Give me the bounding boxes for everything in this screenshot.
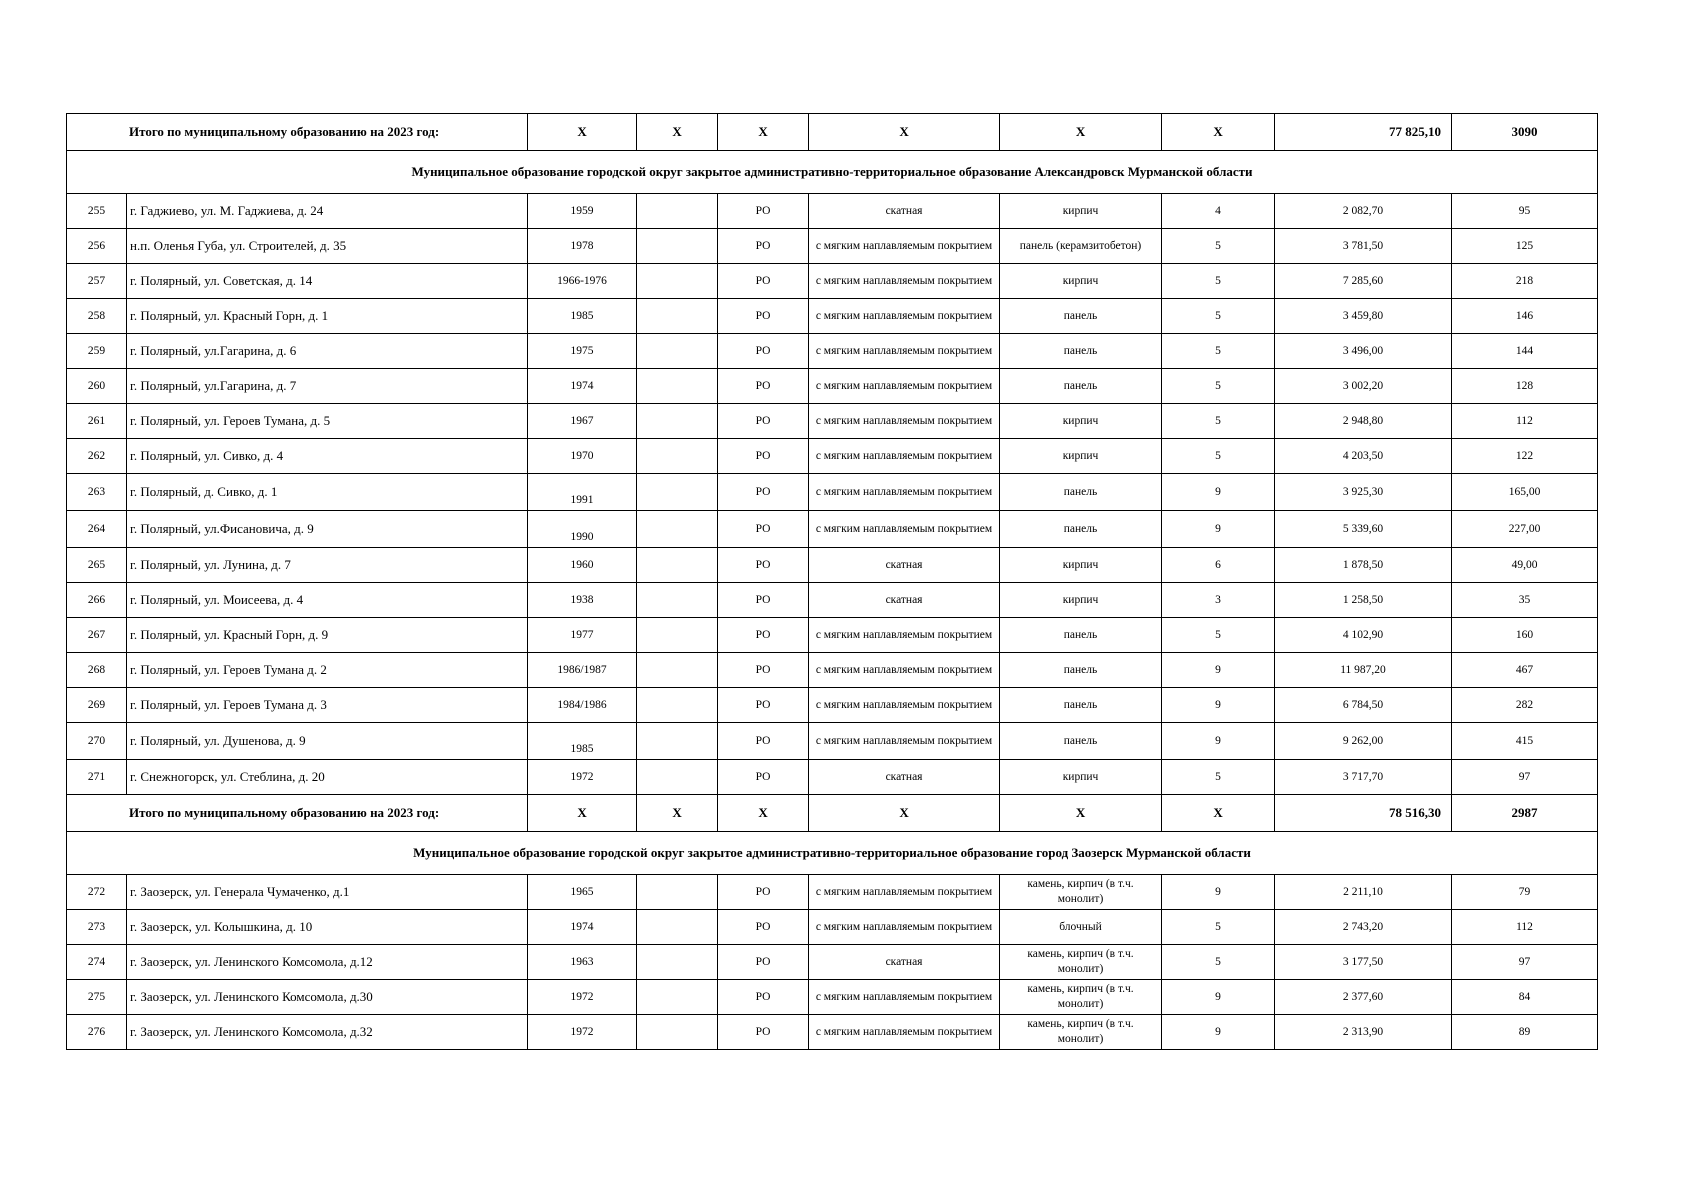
roof-type-cell: с мягким наплавляемым покрытием bbox=[809, 980, 1000, 1015]
table-row bbox=[67, 945, 1598, 980]
area-cell: 4 203,50 bbox=[1275, 439, 1452, 474]
row-number: 256 bbox=[67, 229, 127, 264]
row-number: 271 bbox=[67, 760, 127, 795]
roof-type-cell: с мягким наплавляемым покрытием bbox=[809, 618, 1000, 653]
wall-material-cell: панель bbox=[1000, 299, 1162, 334]
year-built-cell: 1972 bbox=[528, 980, 637, 1015]
floors-cell: 9 bbox=[1162, 511, 1275, 548]
table-row bbox=[67, 723, 1598, 760]
area-cell: 3 459,80 bbox=[1275, 299, 1452, 334]
wall-material-cell: кирпич bbox=[1000, 439, 1162, 474]
wall-material-cell: блочный bbox=[1000, 910, 1162, 945]
row-number: 255 bbox=[67, 194, 127, 229]
total-x-mark: X bbox=[718, 114, 809, 151]
address-cell: г. Полярный, д. Сивко, д. 1 bbox=[127, 474, 528, 511]
year-built-cell: 1963 bbox=[528, 945, 637, 980]
row-number: 266 bbox=[67, 583, 127, 618]
method-cell: РО bbox=[718, 583, 809, 618]
area-cell: 2 082,70 bbox=[1275, 194, 1452, 229]
row-number: 262 bbox=[67, 439, 127, 474]
address-cell: г. Снежногорск, ул. Стеблина, д. 20 bbox=[127, 760, 528, 795]
roof-type-cell: с мягким наплавляемым покрытием bbox=[809, 439, 1000, 474]
table-row bbox=[67, 548, 1598, 583]
address-cell: г. Гаджиево, ул. М. Гаджиева, д. 24 bbox=[127, 194, 528, 229]
table-row bbox=[67, 404, 1598, 439]
table-row bbox=[67, 1015, 1598, 1050]
residents-cell: 282 bbox=[1452, 688, 1598, 723]
commissioning-cell bbox=[637, 299, 718, 334]
commissioning-cell bbox=[637, 439, 718, 474]
area-cell: 3 496,00 bbox=[1275, 334, 1452, 369]
floors-cell: 5 bbox=[1162, 264, 1275, 299]
section-header-row bbox=[67, 151, 1598, 194]
area-cell: 9 262,00 bbox=[1275, 723, 1452, 760]
address-cell: г. Заозерск, ул. Ленинского Комсомола, д.12 bbox=[127, 945, 528, 980]
total-x-mark: X bbox=[809, 114, 1000, 151]
area-cell: 11 987,20 bbox=[1275, 653, 1452, 688]
area-cell: 3 925,30 bbox=[1275, 474, 1452, 511]
wall-material-cell: панель bbox=[1000, 688, 1162, 723]
year-built-cell: 1990 bbox=[528, 511, 637, 548]
wall-material-cell: кирпич bbox=[1000, 404, 1162, 439]
wall-material-cell: панель (керамзитобетон) bbox=[1000, 229, 1162, 264]
floors-cell: 5 bbox=[1162, 618, 1275, 653]
wall-material-cell: панель bbox=[1000, 723, 1162, 760]
floors-cell: 5 bbox=[1162, 945, 1275, 980]
area-cell: 4 102,90 bbox=[1275, 618, 1452, 653]
table-row bbox=[67, 299, 1598, 334]
table-row bbox=[67, 910, 1598, 945]
commissioning-cell bbox=[637, 511, 718, 548]
wall-material-cell: кирпич bbox=[1000, 264, 1162, 299]
address-cell: г. Заозерск, ул. Ленинского Комсомола, д.30 bbox=[127, 980, 528, 1015]
year-built-cell: 1970 bbox=[528, 439, 637, 474]
method-cell: РО bbox=[718, 404, 809, 439]
wall-material-cell: кирпич bbox=[1000, 760, 1162, 795]
table-row bbox=[67, 474, 1598, 511]
floors-cell: 4 bbox=[1162, 194, 1275, 229]
wall-material-cell: панель bbox=[1000, 618, 1162, 653]
table-row bbox=[67, 618, 1598, 653]
roof-type-cell: с мягким наплавляемым покрытием bbox=[809, 229, 1000, 264]
roof-type-cell: с мягким наплавляемым покрытием bbox=[809, 688, 1000, 723]
year-built-cell: 1975 bbox=[528, 334, 637, 369]
residents-cell: 467 bbox=[1452, 653, 1598, 688]
total-x-mark: X bbox=[718, 795, 809, 832]
roof-type-cell: скатная bbox=[809, 760, 1000, 795]
row-number: 265 bbox=[67, 548, 127, 583]
address-cell: г. Полярный, ул. Лунина, д. 7 bbox=[127, 548, 528, 583]
floors-cell: 5 bbox=[1162, 439, 1275, 474]
commissioning-cell bbox=[637, 980, 718, 1015]
residents-cell: 97 bbox=[1452, 760, 1598, 795]
year-built-cell: 1974 bbox=[528, 910, 637, 945]
residents-cell: 84 bbox=[1452, 980, 1598, 1015]
table-row bbox=[67, 511, 1598, 548]
commissioning-cell bbox=[637, 723, 718, 760]
wall-material-cell: панель bbox=[1000, 369, 1162, 404]
commissioning-cell bbox=[637, 1015, 718, 1050]
roof-type-cell: с мягким наплавляемым покрытием bbox=[809, 264, 1000, 299]
residents-cell: 97 bbox=[1452, 945, 1598, 980]
method-cell: РО bbox=[718, 653, 809, 688]
table-row bbox=[67, 875, 1598, 910]
area-cell: 3 002,20 bbox=[1275, 369, 1452, 404]
row-number: 259 bbox=[67, 334, 127, 369]
residents-cell: 125 bbox=[1452, 229, 1598, 264]
area-cell: 3 717,70 bbox=[1275, 760, 1452, 795]
roof-type-cell: скатная bbox=[809, 548, 1000, 583]
commissioning-cell bbox=[637, 760, 718, 795]
table-body bbox=[67, 114, 1598, 1050]
total-x-mark: X bbox=[1000, 114, 1162, 151]
year-built-cell: 1959 bbox=[528, 194, 637, 229]
residents-cell: 79 bbox=[1452, 875, 1598, 910]
floors-cell: 5 bbox=[1162, 760, 1275, 795]
method-cell: РО bbox=[718, 439, 809, 474]
total-x-mark: X bbox=[1162, 114, 1275, 151]
table-row bbox=[67, 688, 1598, 723]
housing-table bbox=[66, 113, 1598, 1050]
section-header-row bbox=[67, 832, 1598, 875]
floors-cell: 9 bbox=[1162, 723, 1275, 760]
roof-type-cell: скатная bbox=[809, 945, 1000, 980]
method-cell: РО bbox=[718, 980, 809, 1015]
year-built-cell: 1965 bbox=[528, 875, 637, 910]
floors-cell: 9 bbox=[1162, 688, 1275, 723]
year-built-cell: 1985 bbox=[528, 723, 637, 760]
floors-cell: 5 bbox=[1162, 299, 1275, 334]
residents-cell: 146 bbox=[1452, 299, 1598, 334]
wall-material-cell: камень, кирпич (в т.ч. монолит) bbox=[1000, 875, 1162, 910]
residents-cell: 112 bbox=[1452, 910, 1598, 945]
residents-cell: 89 bbox=[1452, 1015, 1598, 1050]
year-built-cell: 1991 bbox=[528, 474, 637, 511]
table-row bbox=[67, 264, 1598, 299]
area-cell: 2 743,20 bbox=[1275, 910, 1452, 945]
area-cell: 2 948,80 bbox=[1275, 404, 1452, 439]
method-cell: РО bbox=[718, 1015, 809, 1050]
year-built-cell: 1978 bbox=[528, 229, 637, 264]
area-cell: 2 313,90 bbox=[1275, 1015, 1452, 1050]
address-cell: г. Заозерск, ул. Колышкина, д. 10 bbox=[127, 910, 528, 945]
wall-material-cell: кирпич bbox=[1000, 583, 1162, 618]
area-cell: 3 781,50 bbox=[1275, 229, 1452, 264]
total-area: 78 516,30 bbox=[1275, 795, 1452, 832]
commissioning-cell bbox=[637, 264, 718, 299]
total-x-mark: X bbox=[637, 795, 718, 832]
floors-cell: 9 bbox=[1162, 653, 1275, 688]
year-built-cell: 1974 bbox=[528, 369, 637, 404]
address-cell: г. Полярный, ул. Героев Тумана, д. 5 bbox=[127, 404, 528, 439]
address-cell: г. Полярный, ул.Гагарина, д. 7 bbox=[127, 369, 528, 404]
total-row bbox=[67, 795, 1598, 832]
address-cell: г. Полярный, ул. Сивко, д. 4 bbox=[127, 439, 528, 474]
total-x-mark: X bbox=[1162, 795, 1275, 832]
residents-cell: 415 bbox=[1452, 723, 1598, 760]
commissioning-cell bbox=[637, 875, 718, 910]
method-cell: РО bbox=[718, 688, 809, 723]
area-cell: 2 377,60 bbox=[1275, 980, 1452, 1015]
address-cell: г. Полярный, ул.Фисановича, д. 9 bbox=[127, 511, 528, 548]
roof-type-cell: скатная bbox=[809, 583, 1000, 618]
residents-cell: 49,00 bbox=[1452, 548, 1598, 583]
wall-material-cell: панель bbox=[1000, 653, 1162, 688]
commissioning-cell bbox=[637, 194, 718, 229]
total-row bbox=[67, 114, 1598, 151]
method-cell: РО bbox=[718, 369, 809, 404]
row-number: 275 bbox=[67, 980, 127, 1015]
area-cell: 3 177,50 bbox=[1275, 945, 1452, 980]
table-row bbox=[67, 760, 1598, 795]
wall-material-cell: кирпич bbox=[1000, 548, 1162, 583]
row-number: 257 bbox=[67, 264, 127, 299]
roof-type-cell: с мягким наплавляемым покрытием bbox=[809, 299, 1000, 334]
table-row bbox=[67, 194, 1598, 229]
commissioning-cell bbox=[637, 548, 718, 583]
total-label: Итого по муниципальному образованию на 2023 год: bbox=[67, 114, 528, 151]
table-row bbox=[67, 439, 1598, 474]
commissioning-cell bbox=[637, 583, 718, 618]
row-number: 276 bbox=[67, 1015, 127, 1050]
wall-material-cell: панель bbox=[1000, 334, 1162, 369]
area-cell: 1 258,50 bbox=[1275, 583, 1452, 618]
wall-material-cell: камень, кирпич (в т.ч. монолит) bbox=[1000, 1015, 1162, 1050]
method-cell: РО bbox=[718, 618, 809, 653]
residents-cell: 165,00 bbox=[1452, 474, 1598, 511]
roof-type-cell: с мягким наплавляемым покрытием bbox=[809, 1015, 1000, 1050]
year-built-cell: 1985 bbox=[528, 299, 637, 334]
residents-cell: 95 bbox=[1452, 194, 1598, 229]
method-cell: РО bbox=[718, 229, 809, 264]
residents-cell: 112 bbox=[1452, 404, 1598, 439]
method-cell: РО bbox=[718, 299, 809, 334]
address-cell: г. Полярный, ул. Советская, д. 14 bbox=[127, 264, 528, 299]
floors-cell: 5 bbox=[1162, 910, 1275, 945]
row-number: 274 bbox=[67, 945, 127, 980]
address-cell: г. Полярный, ул. Красный Горн, д. 9 bbox=[127, 618, 528, 653]
total-people: 2987 bbox=[1452, 795, 1598, 832]
roof-type-cell: с мягким наплавляемым покрытием bbox=[809, 474, 1000, 511]
area-cell: 1 878,50 bbox=[1275, 548, 1452, 583]
year-built-cell: 1967 bbox=[528, 404, 637, 439]
total-area: 77 825,10 bbox=[1275, 114, 1452, 151]
roof-type-cell: с мягким наплавляемым покрытием bbox=[809, 910, 1000, 945]
total-x-mark: X bbox=[528, 114, 637, 151]
method-cell: РО bbox=[718, 264, 809, 299]
table-row bbox=[67, 334, 1598, 369]
address-cell: г. Заозерск, ул. Генерала Чумаченко, д.1 bbox=[127, 875, 528, 910]
commissioning-cell bbox=[637, 369, 718, 404]
area-cell: 6 784,50 bbox=[1275, 688, 1452, 723]
address-cell: г. Полярный, ул. Моисеева, д. 4 bbox=[127, 583, 528, 618]
address-cell: г. Полярный, ул. Героев Тумана д. 3 bbox=[127, 688, 528, 723]
total-x-mark: X bbox=[528, 795, 637, 832]
roof-type-cell: с мягким наплавляемым покрытием bbox=[809, 511, 1000, 548]
floors-cell: 5 bbox=[1162, 369, 1275, 404]
table-row bbox=[67, 229, 1598, 264]
roof-type-cell: с мягким наплавляемым покрытием bbox=[809, 875, 1000, 910]
roof-type-cell: с мягким наплавляемым покрытием bbox=[809, 723, 1000, 760]
commissioning-cell bbox=[637, 945, 718, 980]
floors-cell: 3 bbox=[1162, 583, 1275, 618]
residents-cell: 122 bbox=[1452, 439, 1598, 474]
address-cell: н.п. Оленья Губа, ул. Строителей, д. 35 bbox=[127, 229, 528, 264]
area-cell: 2 211,10 bbox=[1275, 875, 1452, 910]
method-cell: РО bbox=[718, 723, 809, 760]
address-cell: г. Полярный, ул. Героев Тумана д. 2 bbox=[127, 653, 528, 688]
row-number: 270 bbox=[67, 723, 127, 760]
address-cell: г. Полярный, ул. Красный Горн, д. 1 bbox=[127, 299, 528, 334]
year-built-cell: 1972 bbox=[528, 1015, 637, 1050]
row-number: 267 bbox=[67, 618, 127, 653]
residents-cell: 128 bbox=[1452, 369, 1598, 404]
roof-type-cell: с мягким наплавляемым покрытием bbox=[809, 404, 1000, 439]
total-x-mark: X bbox=[809, 795, 1000, 832]
floors-cell: 5 bbox=[1162, 334, 1275, 369]
residents-cell: 218 bbox=[1452, 264, 1598, 299]
row-number: 268 bbox=[67, 653, 127, 688]
row-number: 273 bbox=[67, 910, 127, 945]
commissioning-cell bbox=[637, 474, 718, 511]
year-built-cell: 1986/1987 bbox=[528, 653, 637, 688]
address-cell: г. Заозерск, ул. Ленинского Комсомола, д.32 bbox=[127, 1015, 528, 1050]
area-cell: 5 339,60 bbox=[1275, 511, 1452, 548]
row-number: 263 bbox=[67, 474, 127, 511]
commissioning-cell bbox=[637, 404, 718, 439]
wall-material-cell: кирпич bbox=[1000, 194, 1162, 229]
total-people: 3090 bbox=[1452, 114, 1598, 151]
method-cell: РО bbox=[718, 511, 809, 548]
floors-cell: 5 bbox=[1162, 404, 1275, 439]
method-cell: РО bbox=[718, 194, 809, 229]
roof-type-cell: с мягким наплавляемым покрытием bbox=[809, 369, 1000, 404]
commissioning-cell bbox=[637, 229, 718, 264]
address-cell: г. Полярный, ул.Гагарина, д. 6 bbox=[127, 334, 528, 369]
commissioning-cell bbox=[637, 334, 718, 369]
year-built-cell: 1972 bbox=[528, 760, 637, 795]
row-number: 260 bbox=[67, 369, 127, 404]
method-cell: РО bbox=[718, 875, 809, 910]
method-cell: РО bbox=[718, 548, 809, 583]
section-title: Муниципальное образование городской округ закрытое административно-территориальное образование Александровск Мурманской области bbox=[67, 151, 1598, 194]
year-built-cell: 1960 bbox=[528, 548, 637, 583]
total-label: Итого по муниципальному образованию на 2023 год: bbox=[67, 795, 528, 832]
commissioning-cell bbox=[637, 618, 718, 653]
method-cell: РО bbox=[718, 760, 809, 795]
method-cell: РО bbox=[718, 474, 809, 511]
year-built-cell: 1938 bbox=[528, 583, 637, 618]
row-number: 264 bbox=[67, 511, 127, 548]
total-x-mark: X bbox=[637, 114, 718, 151]
roof-type-cell: с мягким наплавляемым покрытием bbox=[809, 334, 1000, 369]
wall-material-cell: камень, кирпич (в т.ч. монолит) bbox=[1000, 945, 1162, 980]
method-cell: РО bbox=[718, 334, 809, 369]
residents-cell: 160 bbox=[1452, 618, 1598, 653]
floors-cell: 9 bbox=[1162, 1015, 1275, 1050]
method-cell: РО bbox=[718, 945, 809, 980]
wall-material-cell: панель bbox=[1000, 511, 1162, 548]
commissioning-cell bbox=[637, 688, 718, 723]
floors-cell: 9 bbox=[1162, 980, 1275, 1015]
floors-cell: 9 bbox=[1162, 875, 1275, 910]
row-number: 272 bbox=[67, 875, 127, 910]
area-cell: 7 285,60 bbox=[1275, 264, 1452, 299]
section-title: Муниципальное образование городской округ закрытое административно-территориальное образование город Заозерск Мурманской области bbox=[67, 832, 1598, 875]
floors-cell: 9 bbox=[1162, 474, 1275, 511]
roof-type-cell: скатная bbox=[809, 194, 1000, 229]
year-built-cell: 1966-1976 bbox=[528, 264, 637, 299]
wall-material-cell: панель bbox=[1000, 474, 1162, 511]
address-cell: г. Полярный, ул. Душенова, д. 9 bbox=[127, 723, 528, 760]
method-cell: РО bbox=[718, 910, 809, 945]
commissioning-cell bbox=[637, 653, 718, 688]
table-row bbox=[67, 653, 1598, 688]
residents-cell: 227,00 bbox=[1452, 511, 1598, 548]
floors-cell: 5 bbox=[1162, 229, 1275, 264]
table-row bbox=[67, 583, 1598, 618]
table-row bbox=[67, 980, 1598, 1015]
roof-type-cell: с мягким наплавляемым покрытием bbox=[809, 653, 1000, 688]
total-x-mark: X bbox=[1000, 795, 1162, 832]
year-built-cell: 1984/1986 bbox=[528, 688, 637, 723]
wall-material-cell: камень, кирпич (в т.ч. монолит) bbox=[1000, 980, 1162, 1015]
table-row bbox=[67, 369, 1598, 404]
year-built-cell: 1977 bbox=[528, 618, 637, 653]
commissioning-cell bbox=[637, 910, 718, 945]
residents-cell: 144 bbox=[1452, 334, 1598, 369]
row-number: 261 bbox=[67, 404, 127, 439]
row-number: 269 bbox=[67, 688, 127, 723]
floors-cell: 6 bbox=[1162, 548, 1275, 583]
row-number: 258 bbox=[67, 299, 127, 334]
residents-cell: 35 bbox=[1452, 583, 1598, 618]
